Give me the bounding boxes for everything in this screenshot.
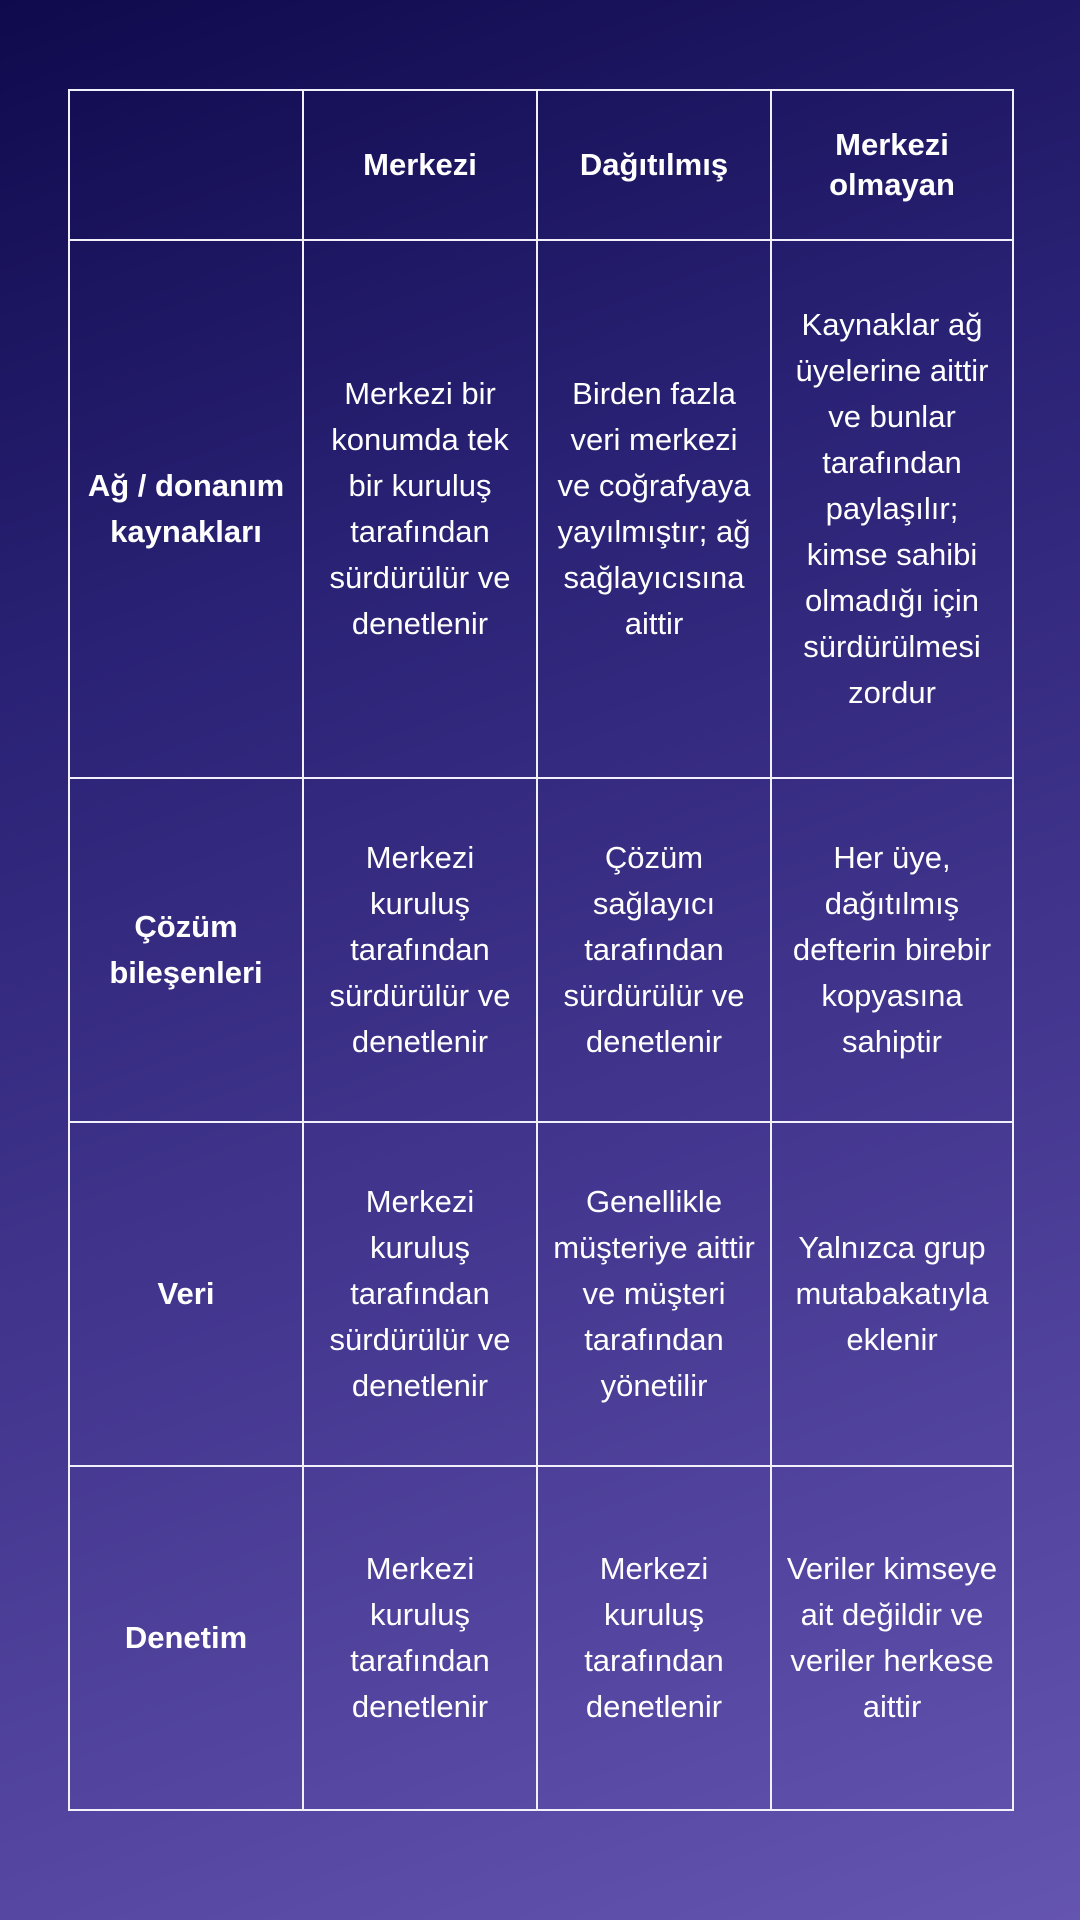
table-cell: Genellikle müşteriye aittir ve müşteri tarafından yönetilir	[537, 1122, 771, 1466]
row-label: Denetim	[69, 1466, 303, 1810]
header-corner-cell	[69, 90, 303, 240]
header-dagitilmis: Dağıtılmış	[537, 90, 771, 240]
table-header-row	[69, 90, 1013, 240]
table-cell: Yalnızca grup mutabakatıyla eklenir	[771, 1122, 1013, 1466]
table-row	[69, 1122, 1013, 1466]
table-row	[69, 240, 1013, 778]
row-label: Çözüm bileşenleri	[69, 778, 303, 1122]
table-cell: Merkezi kuruluş tarafından denetlenir	[537, 1466, 771, 1810]
table-cell: Çözüm sağlayıcı tarafından sürdürülür ve denetlenir	[537, 778, 771, 1122]
table-row	[69, 778, 1013, 1122]
table-cell: Merkezi kuruluş tarafından sürdürülür ve denetlenir	[303, 778, 537, 1122]
table-cell: Birden fazla veri merkezi ve coğrafyaya yayılmıştır; ağ sağlayıcısına aittir	[537, 240, 771, 778]
row-label: Veri	[69, 1122, 303, 1466]
header-merkezi: Merkezi	[303, 90, 537, 240]
row-label: Ağ / donanım kaynakları	[69, 240, 303, 778]
table-cell: Merkezi kuruluş tarafından denetlenir	[303, 1466, 537, 1810]
table-cell: Veriler kimseye ait değildir ve veriler herkese aittir	[771, 1466, 1013, 1810]
comparison-table	[68, 89, 1014, 1811]
table-row	[69, 1466, 1013, 1810]
table-cell: Kaynaklar ağ üyelerine aittir ve bunlar tarafından paylaşılır; kimse sahibi olmadığı için sürdürülmesi zordur	[771, 240, 1013, 778]
table-cell: Merkezi bir konumda tek bir kuruluş tarafından sürdürülür ve denetlenir	[303, 240, 537, 778]
header-merkezi-olmayan: Merkezi olmayan	[771, 90, 1013, 240]
table-cell: Merkezi kuruluş tarafından sürdürülür ve denetlenir	[303, 1122, 537, 1466]
table-cell: Her üye, dağıtılmış defterin birebir kopyasına sahiptir	[771, 778, 1013, 1122]
